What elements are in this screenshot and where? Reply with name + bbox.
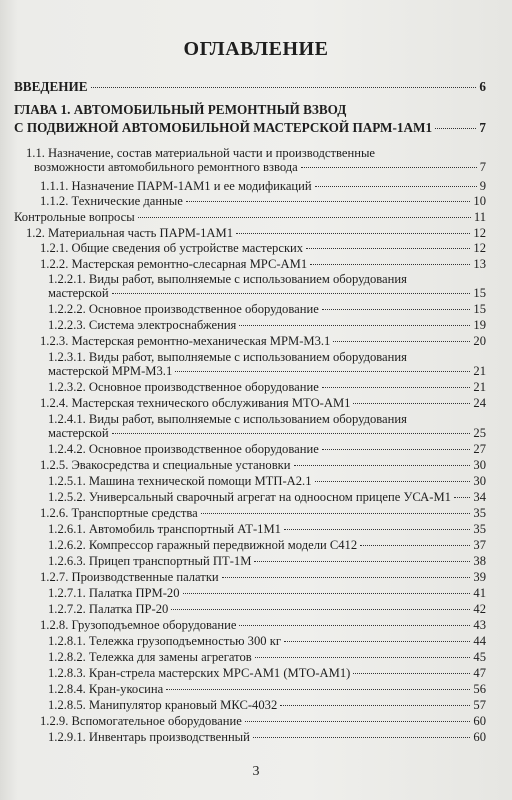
dot-leader [239,625,470,626]
toc-entry [40,194,486,208]
toc-entry-text: 1.2.6.2. Компрессор гаражный передвижной модели С412 [48,538,358,552]
toc-entry-text: 1.2.6.1. Автомобиль транспортный АТ-1М1 [48,522,281,536]
toc-entry [48,602,486,616]
toc-entry-page: 10 [473,194,486,208]
dot-leader [284,529,470,530]
toc-entry-page: 21 [473,364,486,378]
toc-entry-page: 20 [473,334,486,348]
dot-leader [322,387,471,388]
dot-leader [322,449,471,450]
toc-entry-text: 1.2.2.1. Виды работ, выполняемые с использованием оборудования [48,272,407,286]
toc-entry-text: 1.2.7. Производственные палатки [40,570,219,584]
toc-entry [48,490,486,504]
toc-entry [40,570,486,584]
dot-leader [138,217,471,218]
toc-entry [14,103,346,117]
dot-leader [253,737,471,738]
toc-entry-text: 1.2.1. Общие сведения об устройстве мастерских [40,241,304,255]
toc-entry [14,121,486,135]
toc-entry [26,226,486,240]
toc-entry-page: 41 [473,586,486,600]
dot-leader [435,128,476,129]
toc-entry [48,474,486,488]
dot-leader [333,341,470,342]
page-number: 3 [252,764,260,779]
toc-entry-page: 35 [473,506,486,520]
toc-entry-page: 11 [473,210,486,224]
dot-leader [255,657,471,658]
toc-entry-text: 1.2.7.2. Палатка ПР-20 [48,602,169,616]
toc-entry [48,272,407,286]
toc-entry [40,396,486,410]
toc-entry-text: С ПОДВИЖНОЙ АВТОМОБИЛЬНОЙ МАСТЕРСКОЙ ПАРМ-1АМ1 [14,120,433,135]
toc-entry-text: 1.2.5.2. Универсальный сварочный агрегат на одноосном прицепе УСА-М1 [48,490,451,504]
toc-entry [48,364,486,378]
toc-entry-text: 1.1. Назначение, состав материальной части и производственные [26,146,376,160]
toc-entry [40,458,486,472]
toc-entry-text: 1.2.5.1. Машина технической помощи МТП-А2.1 [48,474,312,488]
dot-leader [112,293,471,294]
dot-leader [254,561,470,562]
toc-entry [40,506,486,520]
toc-entry [48,650,486,664]
dot-leader [360,545,470,546]
toc-entry [48,350,407,364]
dot-leader [322,309,471,310]
toc-entry-page: 12 [473,226,486,240]
toc-entry [48,554,486,568]
dot-leader [236,233,470,234]
toc-entry-text: 1.2.5. Эвакосредства и специальные установки [40,458,291,472]
dot-leader [315,481,471,482]
toc-entry [48,698,486,712]
toc-entry-text: 1.2. Материальная часть ПАРМ-1АМ1 [26,226,234,240]
toc-entry [40,714,486,728]
dot-leader [284,641,470,642]
dot-leader [186,201,471,202]
dot-leader [301,167,477,168]
toc-entry-page: 12 [473,241,486,255]
toc-entry-text: ВВЕДЕНИЕ [14,79,88,94]
toc-entry-text: 1.2.8.1. Тележка грузоподъемностью 300 кг [48,634,281,648]
toc-entry [40,618,486,632]
toc-entry-page: 21 [473,380,486,394]
dot-leader [183,593,471,594]
toc-entry-text: 1.2.4.2. Основное производственное оборудование [48,442,319,456]
dot-leader [91,87,477,88]
toc-entry-text: ГЛАВА 1. АВТОМОБИЛЬНЫЙ РЕМОНТНЫЙ ВЗВОД [14,102,347,117]
toc-entry-text: 1.2.8.3. Кран-стрела мастерских МРС-АМ1 (МТО-АМ1) [48,666,351,680]
toc-entry [48,380,486,394]
toc-entry-page: 13 [473,257,486,271]
toc-entry-text: 1.2.9. Вспомогательное оборудование [40,714,242,728]
toc-entry-page: 43 [473,618,486,632]
toc-entry [48,666,486,680]
toc-entry-page: 6 [479,79,486,94]
toc-entry-text: 1.1.1. Назначение ПАРМ-1АМ1 и ее модификаций [40,179,312,193]
toc-entry-page: 19 [473,318,486,332]
toc-entry-page: 34 [473,490,486,504]
toc-entry-text: 1.2.2.2. Основное производственное оборудование [48,302,319,316]
toc-entry [48,634,486,648]
toc-entry [40,334,486,348]
toc-entry [26,146,375,160]
toc-entry-text: 1.1.2. Технические данные [40,194,183,208]
dot-leader [222,577,471,578]
toc-entry [48,302,486,316]
toc-entry-text: 1.2.3.1. Виды работ, выполняемые с использованием оборудования [48,350,407,364]
toc-entry-text: 1.2.4. Мастерская технического обслуживания МТО-АМ1 [40,396,351,410]
toc-entry-text: 1.2.7.1. Палатка ПРМ-20 [48,586,180,600]
toc-entry [48,412,407,426]
dot-leader [306,248,470,249]
toc-entry-text: 1.2.8. Грузоподъемное оборудование [40,618,237,632]
toc-entry-page: 57 [473,698,486,712]
dot-leader [353,673,470,674]
toc-entry [14,210,486,224]
toc-entry [48,538,486,552]
toc-entry-text: мастерской МРМ-М3.1 [48,364,173,378]
toc-entry-page: 15 [473,302,486,316]
toc-entry-text: мастерской [48,426,109,440]
toc-entry-text: 1.2.3. Мастерская ремонтно-механическая МРМ-М3.1 [40,334,331,348]
toc-entry [48,730,486,744]
toc-entry [40,179,486,193]
toc-entry-page: 47 [473,666,486,680]
toc-entry [48,318,486,332]
dot-leader [315,186,477,187]
toc-entry-page: 35 [473,522,486,536]
toc-entry-page: 7 [479,160,486,174]
toc-entry [48,426,486,440]
toc-entry-text: 1.2.8.5. Манипулятор крановый МКС-4032 [48,698,278,712]
toc-entry-text: возможности автомобильного ремонтного взвода [34,160,298,174]
toc-entry-page: 15 [473,286,486,300]
toc-entry-page: 45 [473,650,486,664]
toc-entry [48,442,486,456]
toc-entry-page: 25 [473,426,486,440]
toc-entry [48,286,486,300]
toc-entry-text: мастерской [48,286,109,300]
toc-entry-text: 1.2.9.1. Инвентарь производственный [48,730,250,744]
toc-entry-text: 1.2.4.1. Виды работ, выполняемые с использованием оборудования [48,412,407,426]
dot-leader [294,465,471,466]
toc-entry-text: 1.2.2. Мастерская ремонтно-слесарная МРС-АМ1 [40,257,308,271]
dot-leader [454,497,470,498]
toc-entry-page: 60 [473,714,486,728]
toc-entry [40,257,486,271]
dot-leader [239,325,470,326]
toc-entry [48,682,486,696]
dot-leader [175,371,470,372]
dot-leader [112,433,471,434]
toc-entry-page: 30 [473,474,486,488]
toc-entry-page: 38 [473,554,486,568]
dot-leader [280,705,470,706]
dot-leader [166,689,470,690]
dot-leader [353,403,470,404]
toc-entry-text: 1.2.6. Транспортные средства [40,506,198,520]
toc-entry-page: 24 [473,396,486,410]
toc-entry-page: 39 [473,570,486,584]
toc-entry-page: 60 [473,730,486,744]
toc-entry-text: 1.2.3.2. Основное производственное оборудование [48,380,319,394]
toc-entry-text: 1.2.8.2. Тележка для замены агрегатов [48,650,252,664]
toc-entry [40,241,486,255]
toc-entry-page: 7 [479,120,486,135]
dot-leader [171,609,470,610]
toc-entry [48,586,486,600]
toc-entry-text: 1.2.2.3. Система электроснабжения [48,318,237,332]
toc-entry-page: 30 [473,458,486,472]
dot-leader [245,721,471,722]
toc-entry-text: Контрольные вопросы [14,210,135,224]
dot-leader [310,264,470,265]
toc-entry [14,80,486,94]
dot-leader [201,513,471,514]
toc-entry [48,522,486,536]
toc-entry-page: 9 [479,179,486,193]
toc-entry [34,160,486,174]
toc-entry-page: 44 [473,634,486,648]
toc-entry-page: 56 [473,682,486,696]
toc-entry-page: 27 [473,442,486,456]
toc-entry-page: 42 [473,602,486,616]
toc-entry-page: 37 [473,538,486,552]
page-title: ОГЛАВЛЕНИЕ [183,38,329,60]
toc-entry-text: 1.2.8.4. Кран-укосина [48,682,164,696]
toc-entry-text: 1.2.6.3. Прицеп транспортный ПТ-1М [48,554,252,568]
